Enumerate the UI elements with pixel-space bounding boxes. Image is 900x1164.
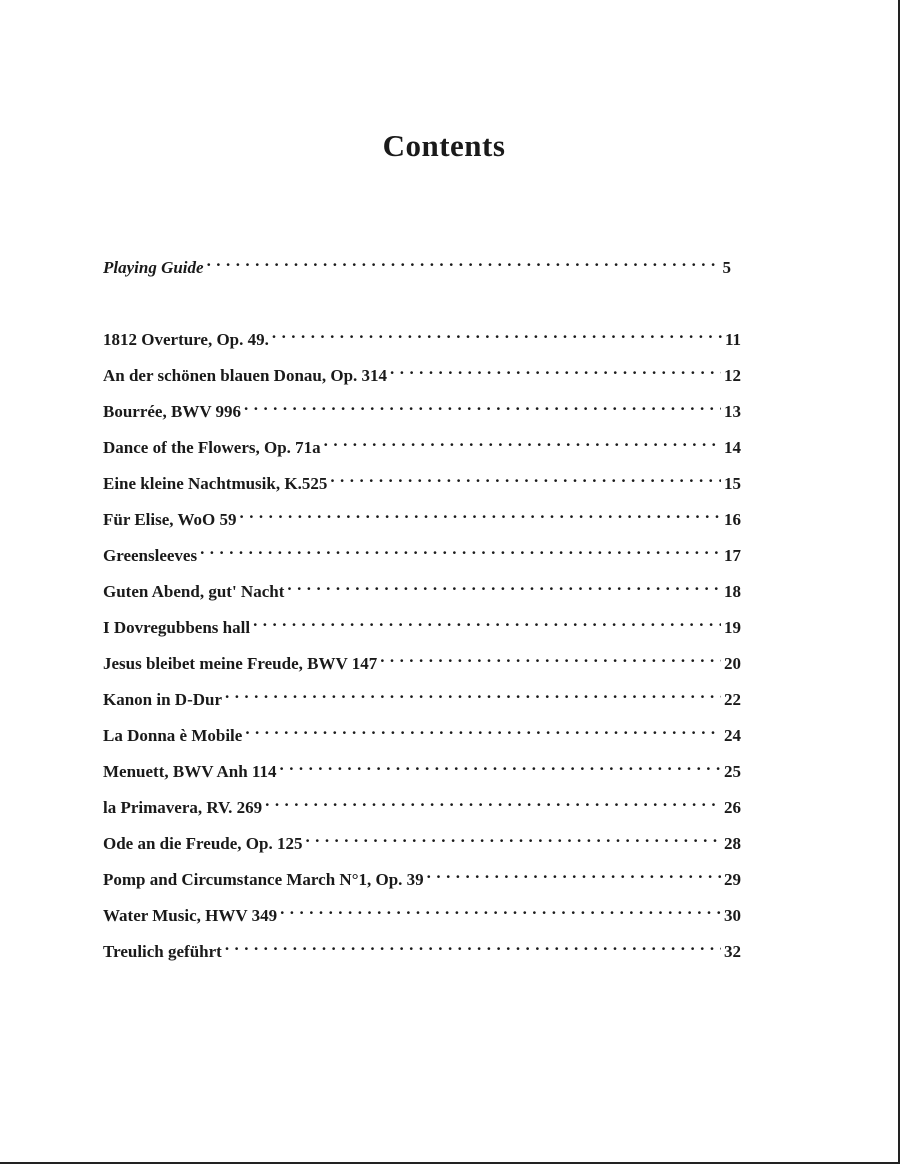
toc-entry-title: Für Elise, WoO 59: [103, 510, 237, 529]
dot-leader: [200, 541, 721, 561]
toc-entry-title: I Dovregubbens hall: [103, 618, 251, 637]
dot-leader: [225, 685, 721, 705]
toc-row[interactable]: [103, 325, 741, 351]
dot-leader: [427, 865, 721, 885]
toc-page-number: 29: [724, 870, 741, 889]
dot-leader: [330, 469, 721, 489]
toc-row-playing-guide[interactable]: [103, 253, 731, 279]
dot-leader: [265, 793, 721, 813]
toc-page-number: 15: [724, 474, 741, 493]
toc-entry-title: Jesus bleibet meine Freude, BWV 147: [103, 654, 378, 673]
dot-leader: [225, 937, 721, 957]
toc-page-number: 26: [724, 798, 741, 817]
toc-page-number: 28: [724, 834, 741, 853]
toc-row[interactable]: [103, 901, 741, 927]
dot-leader: [245, 721, 721, 741]
toc-row[interactable]: [103, 541, 741, 567]
dot-leader: [244, 397, 721, 417]
toc-row[interactable]: [103, 577, 741, 603]
toc-page-number: 16: [724, 510, 741, 529]
toc-row[interactable]: [103, 649, 741, 675]
toc-row[interactable]: [103, 685, 741, 711]
toc-page-number: 24: [724, 726, 741, 745]
dot-leader: [207, 253, 720, 273]
page-title: Contents: [382, 128, 506, 163]
toc-entry-title: Dance of the Flowers, Op. 71a: [103, 438, 321, 457]
toc-page-number: 5: [722, 258, 731, 277]
toc-row[interactable]: [103, 361, 741, 387]
toc-page-number: 18: [724, 582, 741, 601]
toc-entry-title: Kanon in D-Dur: [103, 690, 223, 709]
toc-page-number: 11: [724, 330, 741, 349]
toc-row[interactable]: [103, 829, 741, 855]
toc-page-number: 22: [724, 690, 741, 709]
toc-row[interactable]: [103, 865, 741, 891]
toc-page-number: 17: [724, 546, 741, 565]
dot-leader: [380, 649, 721, 669]
toc-row[interactable]: [103, 505, 741, 531]
toc-row[interactable]: [103, 613, 741, 639]
toc-entry-title: Treulich geführt: [103, 942, 222, 961]
toc-entry-title: La Donna è Mobile: [103, 726, 243, 745]
toc-page-number: 30: [724, 906, 741, 925]
dot-leader: [240, 505, 721, 525]
toc-entry-title: Water Music, HWV 349: [103, 906, 278, 925]
toc-entry-title: Pomp and Circumstance March N°1, Op. 39: [103, 870, 424, 889]
dot-leader: [280, 901, 721, 921]
toc-entry-title: Bourrée, BWV 996: [103, 402, 242, 421]
dot-leader: [287, 577, 721, 597]
toc-page-number: 25: [724, 762, 741, 781]
toc-entry-title: An der schönen blauen Donau, Op. 314: [103, 366, 388, 385]
toc-page-number: 13: [724, 402, 741, 421]
toc-row[interactable]: [103, 433, 741, 459]
toc-page-number: 19: [724, 618, 741, 637]
dot-leader: [272, 325, 722, 345]
toc-page-number: 12: [724, 366, 741, 385]
toc-row[interactable]: [103, 469, 741, 495]
toc-entry-title: Eine kleine Nachtmusik, K.525: [103, 474, 328, 493]
toc-row[interactable]: [103, 721, 741, 747]
dot-leader: [305, 829, 721, 849]
toc-row[interactable]: [103, 793, 741, 819]
toc-entry-title: 1812 Overture, Op. 49.: [103, 330, 269, 349]
toc-page-number: 32: [724, 942, 741, 961]
dot-leader: [253, 613, 721, 633]
dot-leader: [324, 433, 721, 453]
toc-row[interactable]: [103, 937, 741, 963]
toc-entry-title: Ode an die Freude, Op. 125: [103, 834, 303, 853]
toc-entry-title: Menuett, BWV Anh 114: [103, 762, 277, 781]
dot-leader: [280, 757, 722, 777]
toc-entry-title: Playing Guide: [103, 258, 204, 277]
toc-row[interactable]: [103, 397, 741, 423]
toc-entry-title: Guten Abend, gut' Nacht: [103, 582, 285, 601]
toc-row[interactable]: [103, 757, 741, 783]
dot-leader: [390, 361, 721, 381]
toc-entry-title: Greensleeves: [103, 546, 198, 565]
toc-entry-title: la Primavera, RV. 269: [103, 798, 263, 817]
toc-page-number: 14: [724, 438, 741, 457]
toc-page-number: 20: [724, 654, 741, 673]
